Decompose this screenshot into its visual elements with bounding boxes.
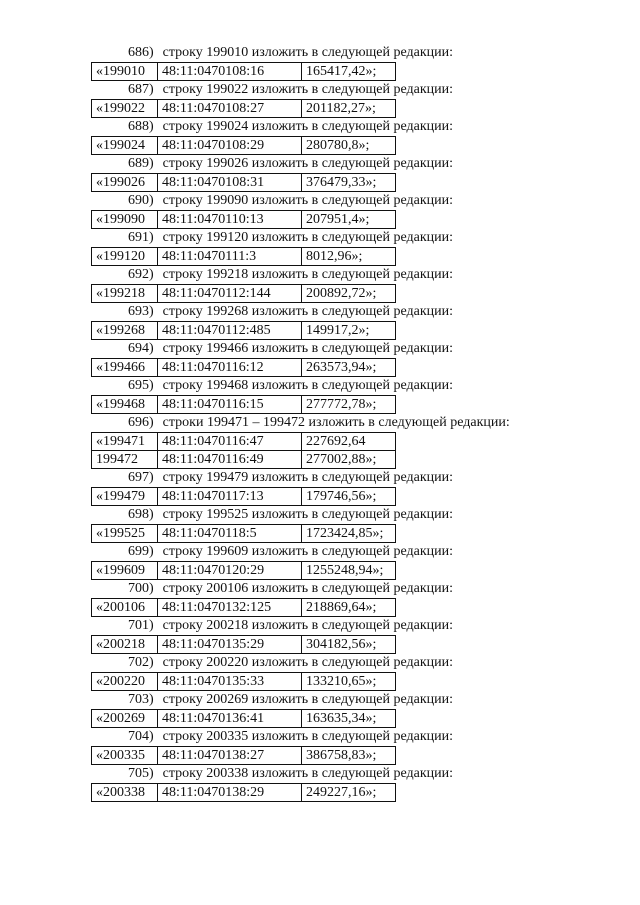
instruction-text: строку 199525 изложить в следующей редакции: [162, 507, 454, 522]
table-row [92, 433, 396, 451]
cadastral-value: 280780,8»; [302, 137, 396, 155]
amendment-entry [0, 155, 640, 192]
cadastral-number: 48:11:0470108:16 [158, 63, 302, 81]
instruction-text: строку 200106 изложить в следующей редакции: [162, 581, 454, 596]
row-code: «199010 [92, 63, 158, 81]
amendment-instruction [0, 580, 640, 598]
amendment-table [91, 395, 396, 414]
amendment-instruction [0, 691, 640, 709]
cadastral-number: 48:11:0470108:27 [158, 100, 302, 118]
cadastral-value: 179746,56»; [302, 488, 396, 506]
row-code: «199479 [92, 488, 158, 506]
amendment-entry [0, 44, 640, 81]
instruction-text: строку 200335 изложить в следующей редакции: [162, 729, 454, 744]
table-row [92, 451, 396, 469]
amendment-table [91, 635, 396, 654]
cadastral-value: 376479,33»; [302, 174, 396, 192]
instruction-text: строку 199609 изложить в следующей редакции: [162, 544, 454, 559]
cadastral-value: 249227,16»; [302, 784, 396, 802]
amendment-instruction [0, 229, 640, 247]
amendment-table [91, 173, 396, 192]
amendment-instruction [0, 192, 640, 210]
item-number: 691) [128, 230, 154, 245]
cadastral-number: 48:11:0470136:41 [158, 710, 302, 728]
amendment-table [91, 746, 396, 765]
amendment-table [91, 524, 396, 543]
amendment-table [91, 136, 396, 155]
cadastral-value: 277002,88»; [302, 451, 396, 469]
amendment-entry [0, 303, 640, 340]
row-code: «199090 [92, 211, 158, 229]
instruction-text: строку 200269 изложить в следующей редакции: [162, 692, 454, 707]
item-number: 690) [128, 193, 154, 208]
table-row [92, 747, 396, 765]
item-number: 689) [128, 156, 154, 171]
amendment-instruction [0, 506, 640, 524]
cadastral-number: 48:11:0470108:31 [158, 174, 302, 192]
amendment-instruction [0, 155, 640, 173]
amendment-entry [0, 728, 640, 765]
table-row [92, 359, 396, 377]
row-code: «200335 [92, 747, 158, 765]
item-number: 688) [128, 119, 154, 134]
table-row [92, 211, 396, 229]
row-code: «199218 [92, 285, 158, 303]
amendment-table [91, 62, 396, 81]
table-row [92, 322, 396, 340]
amendment-instruction [0, 377, 640, 395]
amendment-instruction [0, 654, 640, 672]
table-row [92, 784, 396, 802]
amendment-entry [0, 229, 640, 266]
item-number: 692) [128, 267, 154, 282]
amendment-table [91, 432, 396, 469]
instruction-text: строки 199471 – 199472 изложить в следующей редакции: [162, 415, 510, 430]
table-row [92, 285, 396, 303]
cadastral-value: 165417,42»; [302, 63, 396, 81]
instruction-text: строку 199468 изложить в следующей редакции: [162, 378, 454, 393]
row-code: «200220 [92, 673, 158, 691]
cadastral-value: 163635,34»; [302, 710, 396, 728]
item-number: 698) [128, 507, 154, 522]
cadastral-number: 48:11:0470118:5 [158, 525, 302, 543]
item-number: 700) [128, 581, 154, 596]
row-code: «199022 [92, 100, 158, 118]
amendment-instruction [0, 728, 640, 746]
row-code: «200106 [92, 599, 158, 617]
amendment-instruction [0, 81, 640, 99]
row-code: «199466 [92, 359, 158, 377]
amendment-table [91, 598, 396, 617]
amendment-table [91, 321, 396, 340]
cadastral-value: 263573,94»; [302, 359, 396, 377]
item-number: 704) [128, 729, 154, 744]
row-code: 199472 [92, 451, 158, 469]
cadastral-number: 48:11:0470116:12 [158, 359, 302, 377]
cadastral-value: 8012,96»; [302, 248, 396, 266]
cadastral-number: 48:11:0470138:29 [158, 784, 302, 802]
instruction-text: строку 199218 изложить в следующей редакции: [162, 267, 454, 282]
row-code: «200338 [92, 784, 158, 802]
row-code: «199468 [92, 396, 158, 414]
cadastral-value: 1255248,94»; [302, 562, 396, 580]
amendment-entry [0, 543, 640, 580]
cadastral-number: 48:11:0470110:13 [158, 211, 302, 229]
cadastral-value: 277772,78»; [302, 396, 396, 414]
amendment-entry [0, 414, 640, 469]
amendment-instruction [0, 44, 640, 62]
row-code: «200269 [92, 710, 158, 728]
amendment-table [91, 247, 396, 266]
instruction-text: строку 199090 изложить в следующей редакции: [162, 193, 454, 208]
amendment-table [91, 210, 396, 229]
item-number: 703) [128, 692, 154, 707]
amendment-entry [0, 340, 640, 377]
item-number: 694) [128, 341, 154, 356]
item-number: 701) [128, 618, 154, 633]
table-row [92, 396, 396, 414]
cadastral-number: 48:11:0470132:125 [158, 599, 302, 617]
cadastral-number: 48:11:0470120:29 [158, 562, 302, 580]
amendment-entry [0, 654, 640, 691]
row-code: «200218 [92, 636, 158, 654]
cadastral-number: 48:11:0470116:47 [158, 433, 302, 451]
amendment-entry [0, 192, 640, 229]
amendment-entry [0, 580, 640, 617]
item-number: 695) [128, 378, 154, 393]
amendment-table [91, 358, 396, 377]
amendment-instruction [0, 414, 640, 432]
table-row [92, 63, 396, 81]
amendment-entry [0, 469, 640, 506]
item-number: 696) [128, 415, 154, 430]
item-number: 697) [128, 470, 154, 485]
instruction-text: строку 200220 изложить в следующей редакции: [162, 655, 454, 670]
item-number: 686) [128, 45, 154, 60]
cadastral-value: 133210,65»; [302, 673, 396, 691]
amendment-entry [0, 377, 640, 414]
amendment-entry [0, 118, 640, 155]
amendment-table [91, 561, 396, 580]
cadastral-number: 48:11:0470111:3 [158, 248, 302, 266]
amendment-entry [0, 81, 640, 118]
cadastral-number: 48:11:0470108:29 [158, 137, 302, 155]
table-row [92, 636, 396, 654]
table-row [92, 488, 396, 506]
cadastral-number: 48:11:0470116:49 [158, 451, 302, 469]
row-code: «199471 [92, 433, 158, 451]
amendment-instruction [0, 543, 640, 561]
instruction-text: строку 199024 изложить в следующей редакции: [162, 119, 454, 134]
item-number: 705) [128, 766, 154, 781]
cadastral-value: 386758,83»; [302, 747, 396, 765]
instruction-text: строку 199268 изложить в следующей редакции: [162, 304, 454, 319]
row-code: «199268 [92, 322, 158, 340]
amendment-instruction [0, 303, 640, 321]
instruction-text: строку 199022 изложить в следующей редакции: [162, 82, 454, 97]
row-code: «199525 [92, 525, 158, 543]
amendment-table [91, 99, 396, 118]
table-row [92, 673, 396, 691]
row-code: «199609 [92, 562, 158, 580]
item-number: 699) [128, 544, 154, 559]
amendment-table [91, 284, 396, 303]
amendment-instruction [0, 765, 640, 783]
cadastral-number: 48:11:0470135:33 [158, 673, 302, 691]
table-row [92, 525, 396, 543]
document-body [0, 44, 640, 802]
table-row [92, 562, 396, 580]
row-code: «199024 [92, 137, 158, 155]
cadastral-value: 1723424,85»; [302, 525, 396, 543]
cadastral-number: 48:11:0470135:29 [158, 636, 302, 654]
table-row [92, 710, 396, 728]
cadastral-number: 48:11:0470138:27 [158, 747, 302, 765]
cadastral-value: 149917,2»; [302, 322, 396, 340]
cadastral-number: 48:11:0470112:485 [158, 322, 302, 340]
amendment-entry [0, 765, 640, 802]
amendment-table [91, 487, 396, 506]
cadastral-value: 201182,27»; [302, 100, 396, 118]
amendment-table [91, 783, 396, 802]
table-row [92, 100, 396, 118]
instruction-text: строку 199120 изложить в следующей редакции: [162, 230, 454, 245]
item-number: 687) [128, 82, 154, 97]
table-row [92, 174, 396, 192]
instruction-text: строку 200338 изложить в следующей редакции: [162, 766, 454, 781]
cadastral-number: 48:11:0470117:13 [158, 488, 302, 506]
amendment-entry [0, 266, 640, 303]
instruction-text: строку 199026 изложить в следующей редакции: [162, 156, 454, 171]
amendment-instruction [0, 469, 640, 487]
amendment-entry [0, 691, 640, 728]
amendment-table [91, 709, 396, 728]
cadastral-number: 48:11:0470116:15 [158, 396, 302, 414]
cadastral-value: 207951,4»; [302, 211, 396, 229]
amendment-instruction [0, 340, 640, 358]
cadastral-value: 218869,64»; [302, 599, 396, 617]
cadastral-value: 227692,64 [302, 433, 396, 451]
amendment-entry [0, 506, 640, 543]
instruction-text: строку 200218 изложить в следующей редакции: [162, 618, 454, 633]
amendment-table [91, 672, 396, 691]
table-row [92, 137, 396, 155]
instruction-text: строку 199466 изложить в следующей редакции: [162, 341, 454, 356]
cadastral-value: 304182,56»; [302, 636, 396, 654]
row-code: «199120 [92, 248, 158, 266]
cadastral-value: 200892,72»; [302, 285, 396, 303]
item-number: 693) [128, 304, 154, 319]
amendment-instruction [0, 617, 640, 635]
instruction-text: строку 199479 изложить в следующей редакции: [162, 470, 454, 485]
amendment-instruction [0, 266, 640, 284]
cadastral-number: 48:11:0470112:144 [158, 285, 302, 303]
table-row [92, 248, 396, 266]
amendment-instruction [0, 118, 640, 136]
amendment-entry [0, 617, 640, 654]
instruction-text: строку 199010 изложить в следующей редакции: [162, 45, 454, 60]
table-row [92, 599, 396, 617]
item-number: 702) [128, 655, 154, 670]
row-code: «199026 [92, 174, 158, 192]
